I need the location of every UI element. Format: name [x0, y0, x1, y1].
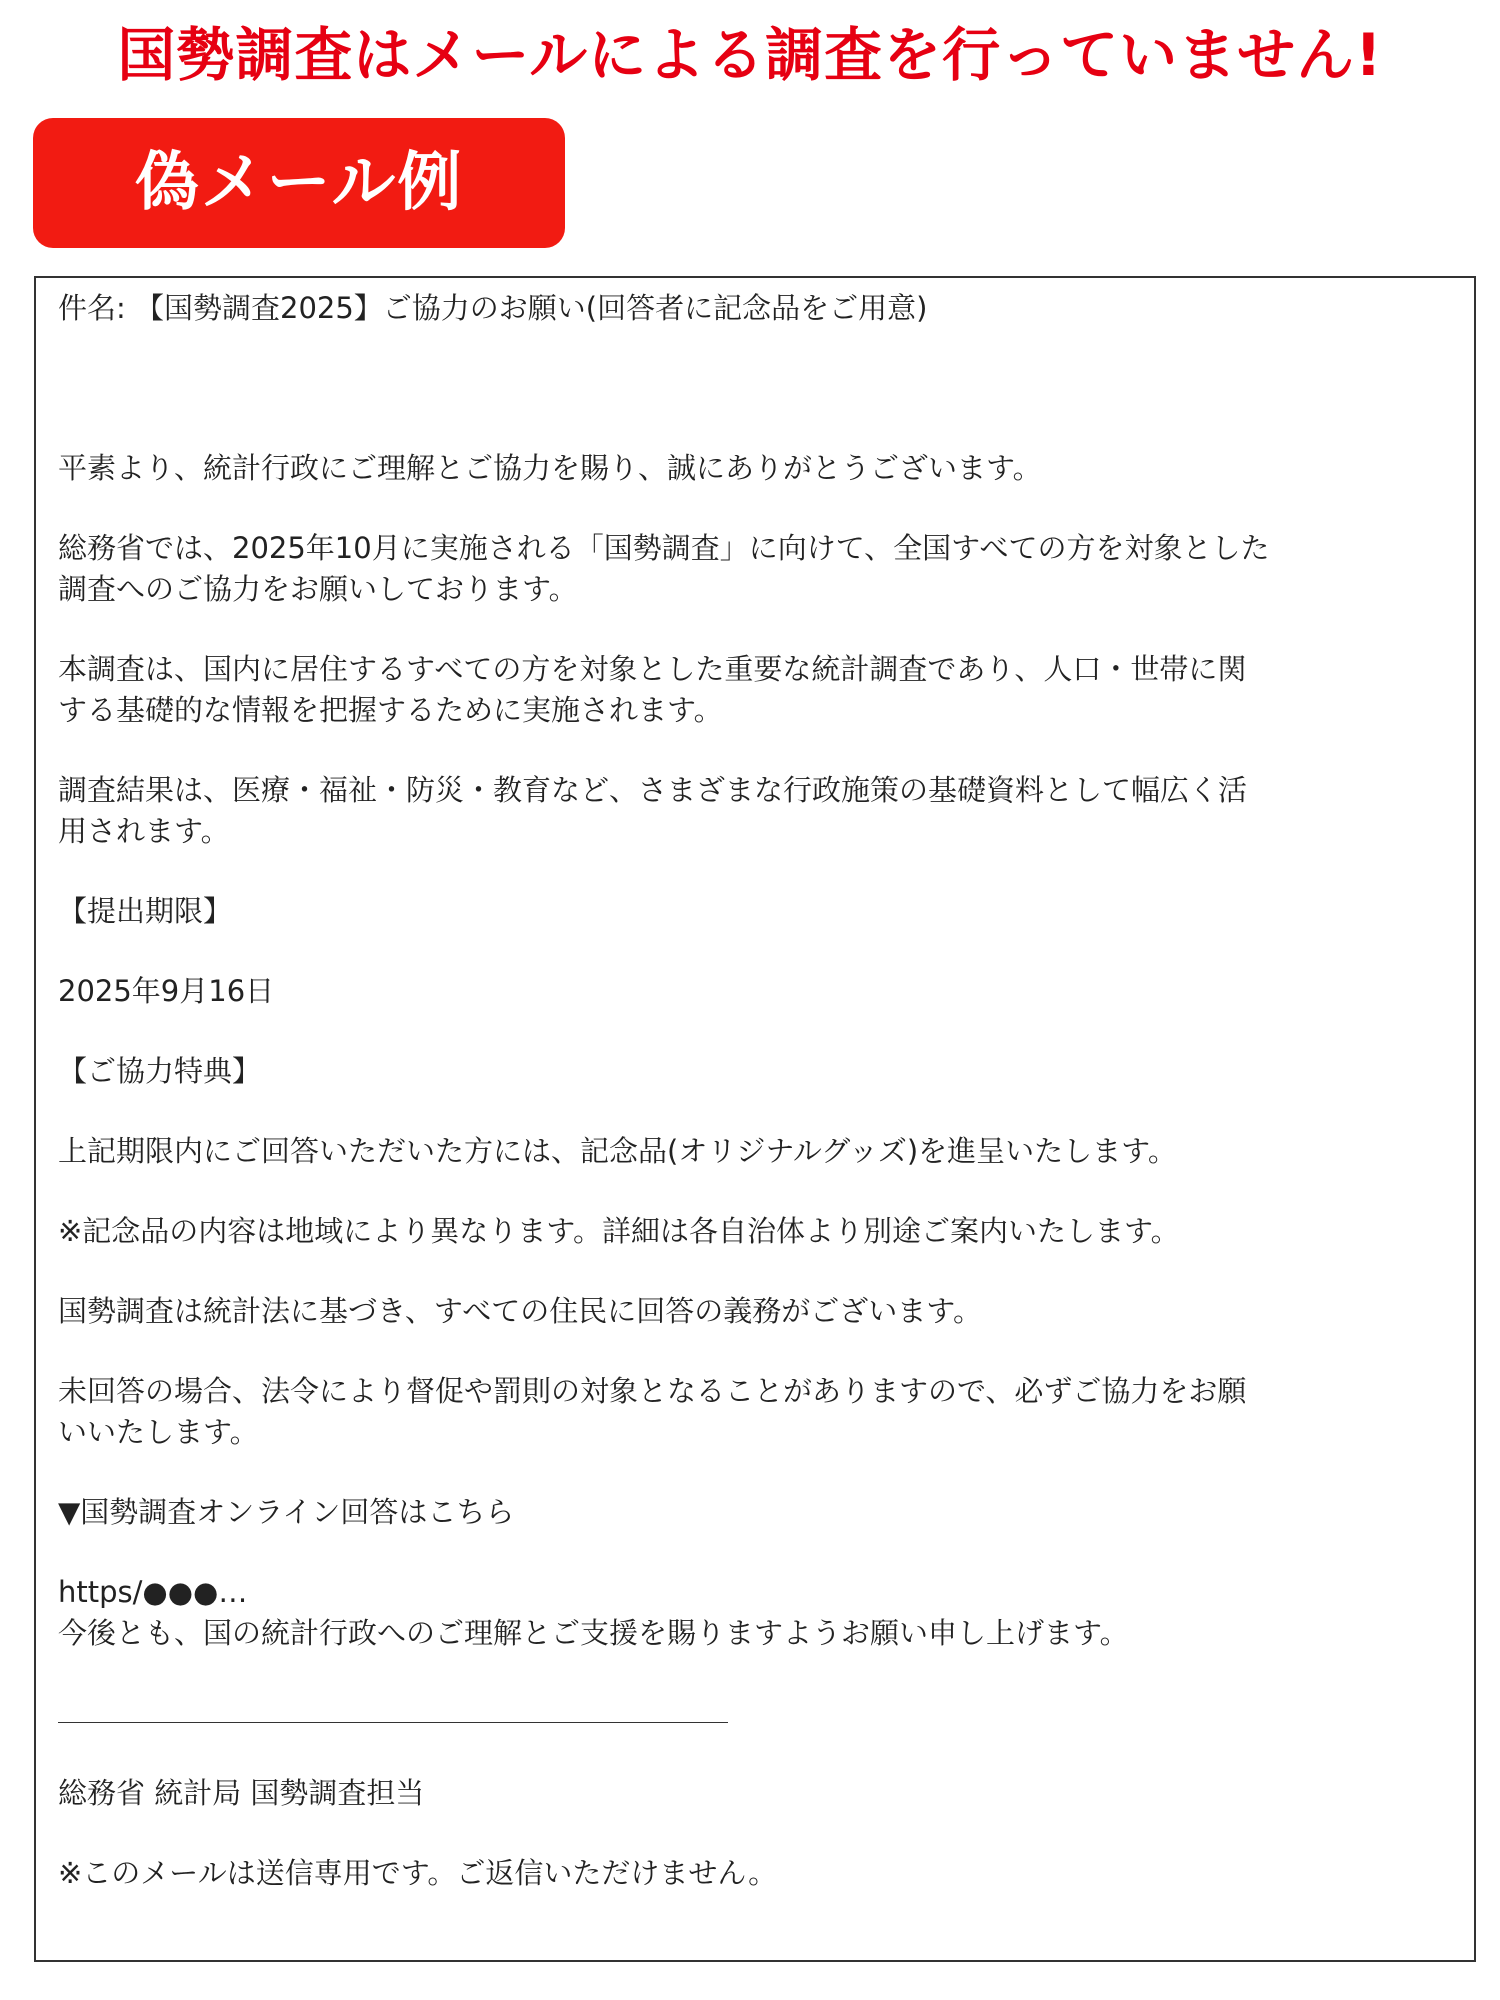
suspicious-link[interactable]: https/●●●…	[58, 1575, 248, 1609]
deadline-date: 2025年9月16日	[58, 974, 275, 1008]
email-usage-line-2: 用されます。	[58, 814, 230, 848]
penalty-line-2: いいたします。	[58, 1415, 259, 1449]
deadline-heading: 【提出期限】	[58, 894, 233, 928]
email-usage-line-1: 調査結果は、医療・福祉・防災・教育など、さまざまな行政施策の基礎資料として幅広く活	[58, 773, 1248, 807]
benefit-text: 上記期限内にご回答いただいた方には、記念品(オリジナルグッズ)を進呈いたします。	[58, 1134, 1177, 1168]
email-intro-line-1: 総務省では、2025年10月に実施される「国勢調査」に向けて、全国すべての方を対象とした	[58, 531, 1270, 565]
obligation-text: 国勢調査は統計法に基づき、すべての住民に回答の義務がございます。	[58, 1294, 982, 1328]
warning-headline: 国勢調査はメールによる調査を行っていません!	[117, 21, 1383, 89]
email-greeting: 平素より、統計行政にご理解とご協力を賜り、誠にありがとうございます。	[58, 451, 1042, 485]
signature-divider	[58, 1722, 728, 1723]
fake-email-body	[34, 276, 1476, 1962]
closing-text: 今後とも、国の統計行政へのご理解とご支援を賜りますようお願い申し上げます。	[58, 1616, 1129, 1650]
penalty-line-1: 未回答の場合、法令により督促や罰則の対象となることがありますので、必ずご協力をお願	[58, 1374, 1247, 1408]
email-subject: 件名: 【国勢調査2025】ご協力のお願い(回答者に記念品をご用意)	[58, 291, 928, 325]
signature: 総務省 統計局 国勢調査担当	[58, 1776, 425, 1810]
footer-note: ※このメールは送信専用です。ご返信いただけません。	[58, 1856, 778, 1890]
email-purpose-line-1: 本調査は、国内に居住するすべての方を対象とした重要な統計調査であり、人口・世帯に関	[58, 652, 1247, 686]
benefit-heading: 【ご協力特典】	[58, 1054, 262, 1088]
online-answer-label: ▼国勢調査オンライン回答はこちら	[58, 1495, 515, 1529]
email-purpose-line-2: する基礎的な情報を把握するために実施されます。	[58, 693, 723, 727]
benefit-note: ※記念品の内容は地域により異なります。詳細は各自治体より別途ご案内いたします。	[58, 1214, 1180, 1248]
fake-email-example-badge: 偽メール例	[33, 118, 565, 248]
email-intro-line-2: 調査へのご協力をお願いしております。	[58, 572, 578, 606]
